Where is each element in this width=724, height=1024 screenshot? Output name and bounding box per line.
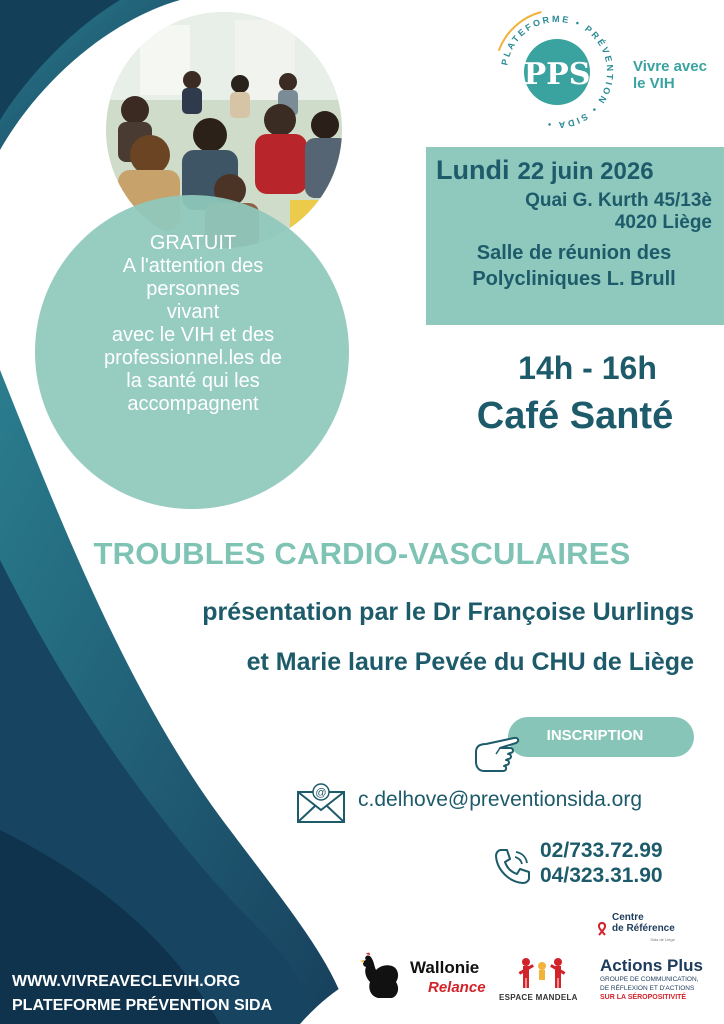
logo-tagline	[633, 58, 707, 92]
svg-text:PPS: PPS	[523, 57, 591, 92]
date-line	[436, 155, 712, 186]
ribbon-icon	[596, 922, 608, 936]
tagline-line2: le VIH	[633, 75, 675, 92]
actions-plus-logo	[600, 957, 703, 1002]
svg-text:@: @	[315, 787, 327, 799]
tagline-line1: Vivre avec	[633, 58, 707, 75]
audience-line: vivant	[166, 301, 220, 323]
rooster-icon	[356, 952, 404, 1002]
address-line2: 4020 Liège	[614, 212, 712, 233]
presenter-line2: et Marie laure Pevée du CHU de Liège	[246, 648, 694, 676]
centre-small: Sida de Liège	[650, 937, 675, 942]
event-date: 22 juin 2026	[517, 158, 654, 185]
event-day: Lundi	[436, 155, 510, 185]
espace-mandela-text: ESPACE MANDELA	[499, 993, 578, 1002]
audience-line: professionnel.les de	[104, 347, 282, 369]
address-line1: Quai G. Kurth 45/13è	[525, 190, 712, 211]
inscription-button[interactable]: INSCRIPTION	[508, 717, 694, 757]
footer-website[interactable]: WWW.VIVREAVECLEVIH.ORG	[12, 973, 241, 990]
footer	[12, 970, 272, 1018]
presenter-line1: présentation par le Dr Françoise Uurlings	[202, 598, 694, 626]
actions-desc2: DE RÉFLEXION ET D'ACTIONS	[600, 985, 695, 992]
event-name: Café Santé	[476, 395, 674, 437]
actions-desc1: GROUPE DE COMMUNICATION,	[600, 976, 699, 983]
phone-number[interactable]: 04/323.31.90	[540, 864, 663, 887]
centre-reference-logo	[596, 912, 675, 945]
event-address	[436, 190, 712, 234]
centre-line1: Centre	[612, 912, 644, 923]
audience-line: GRATUIT	[149, 232, 237, 254]
pps-logo	[478, 0, 637, 151]
actions-plus-title: Actions Plus	[600, 956, 703, 975]
espace-mandela-icon	[514, 956, 570, 990]
venue-line2: Polycliniques L. Brull	[472, 268, 676, 290]
audience-line: la santé qui les	[126, 370, 260, 392]
venue-line1: Salle de réunion des	[476, 242, 672, 264]
pointing-hand-icon	[470, 726, 532, 774]
wallonie-text: Wallonie	[410, 958, 480, 977]
topic-title: TROUBLES CARDIO-VASCULAIRES	[93, 536, 631, 571]
contact-email[interactable]: c.delhove@preventionsida.org	[358, 788, 642, 811]
event-info-box	[426, 147, 724, 325]
footer-org: PLATEFORME PRÉVENTION SIDA	[12, 997, 273, 1014]
email-icon	[296, 782, 346, 824]
wallonie-relance-logo	[410, 958, 486, 998]
event-time: 14h - 16h	[518, 350, 657, 386]
phone-number[interactable]: 02/733.72.99	[540, 839, 663, 862]
audience-line: avec le VIH et des	[111, 324, 275, 346]
contact-phones	[540, 838, 663, 888]
event-venue	[436, 240, 712, 292]
audience-line: personnes	[146, 278, 240, 300]
audience-line: A l'attention des	[122, 255, 264, 277]
svg-text:PLATEFORME • PRÉVENTION • SIDA: PLATEFORME • PRÉVENTION • SIDA •	[499, 13, 616, 131]
audience-line: accompagnent	[127, 393, 259, 415]
audience-text	[48, 232, 338, 416]
phone-icon	[492, 846, 532, 886]
actions-desc3: SUR LA SÉROPOSITIVITÉ	[600, 994, 687, 1001]
centre-line2: de Référence	[612, 923, 675, 934]
relance-text: Relance	[428, 979, 486, 996]
